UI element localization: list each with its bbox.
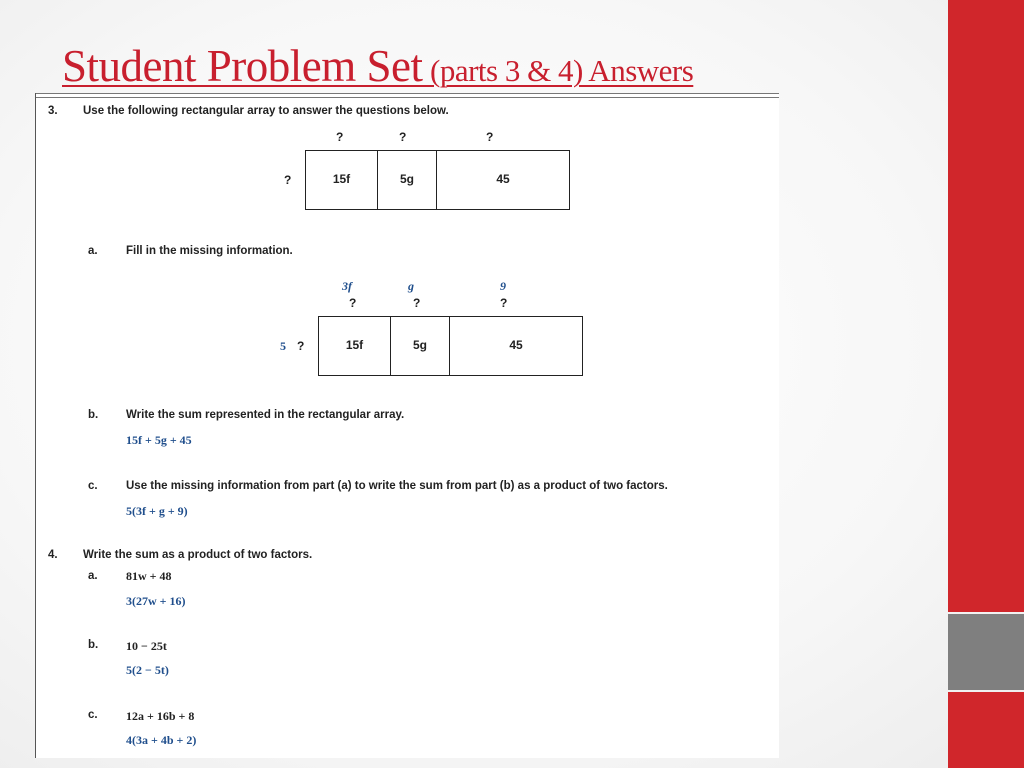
problem4-part-c-answer: 4(3a + 4b + 2) (126, 733, 197, 747)
array2-top-label-3: ? (500, 296, 508, 310)
problem4-number: 4. (48, 549, 58, 561)
side-bar-gray (948, 614, 1024, 690)
doc-rule-1 (36, 93, 779, 94)
problem4-part-b-label: b. (88, 639, 99, 651)
array2-top-label-1: ? (349, 296, 357, 310)
array1-cell: 5g (378, 151, 437, 209)
side-bar-red-top (948, 0, 1024, 612)
problem3-prompt: Use the following rectangular array to answer the questions below. (83, 105, 449, 117)
side-bar-red-bottom (948, 692, 1024, 768)
array2-cell: 15f (319, 317, 391, 375)
doc-rule-2 (36, 97, 779, 98)
problem4-part-c-label: c. (88, 709, 98, 721)
answer-label-3f: 3f (342, 279, 352, 293)
answer-label-g: g (408, 279, 414, 293)
problem4-part-c-expression: 12a + 16b + 8 (126, 709, 195, 723)
array1-top-label-3: ? (486, 130, 494, 144)
side-answer-5: 5 (280, 339, 286, 353)
title-main: Student Problem Set (62, 41, 423, 91)
problem4-prompt: Write the sum as a product of two factors. (83, 549, 313, 561)
part-b-prompt: Write the sum represented in the rectangular array. (126, 409, 405, 421)
array2-side-label: ? (297, 339, 305, 353)
array1-cell: 15f (306, 151, 378, 209)
array1-top-label-1: ? (336, 130, 344, 144)
array2-top-label-2: ? (413, 296, 421, 310)
part-c-answer: 5(3f + g + 9) (126, 504, 188, 518)
problem4-part-a-expression: 81w + 48 (126, 569, 172, 583)
answer-label-9: 9 (500, 279, 506, 293)
part-c-prompt: Use the missing information from part (a) to write the sum from part (b) as a product of two factors. (126, 480, 668, 492)
title-sub: (parts 3 & 4) Answers (430, 53, 694, 88)
problem4-part-a-answer: 3(27w + 16) (126, 594, 186, 608)
part-c-label: c. (88, 480, 98, 492)
problem3-number: 3. (48, 105, 58, 117)
part-b-label: b. (88, 409, 99, 421)
problem4-part-b-expression: 10 − 25t (126, 639, 167, 653)
array2-cell: 45 (509, 338, 523, 352)
rectangular-array-answered (318, 316, 583, 376)
part-a-prompt: Fill in the missing information. (126, 245, 293, 257)
array2-cell: 5g (391, 317, 450, 375)
rectangular-array (305, 150, 570, 210)
array1-cell: 45 (496, 172, 510, 186)
slide-title (62, 40, 693, 92)
part-b-answer: 15f + 5g + 45 (126, 433, 192, 447)
problem4-part-b-answer: 5(2 − 5t) (126, 663, 169, 677)
part-a-label: a. (88, 245, 98, 257)
problem-set-document (35, 93, 779, 758)
array1-top-label-2: ? (399, 130, 407, 144)
array1-side-label: ? (284, 173, 292, 187)
problem4-part-a-label: a. (88, 570, 98, 582)
